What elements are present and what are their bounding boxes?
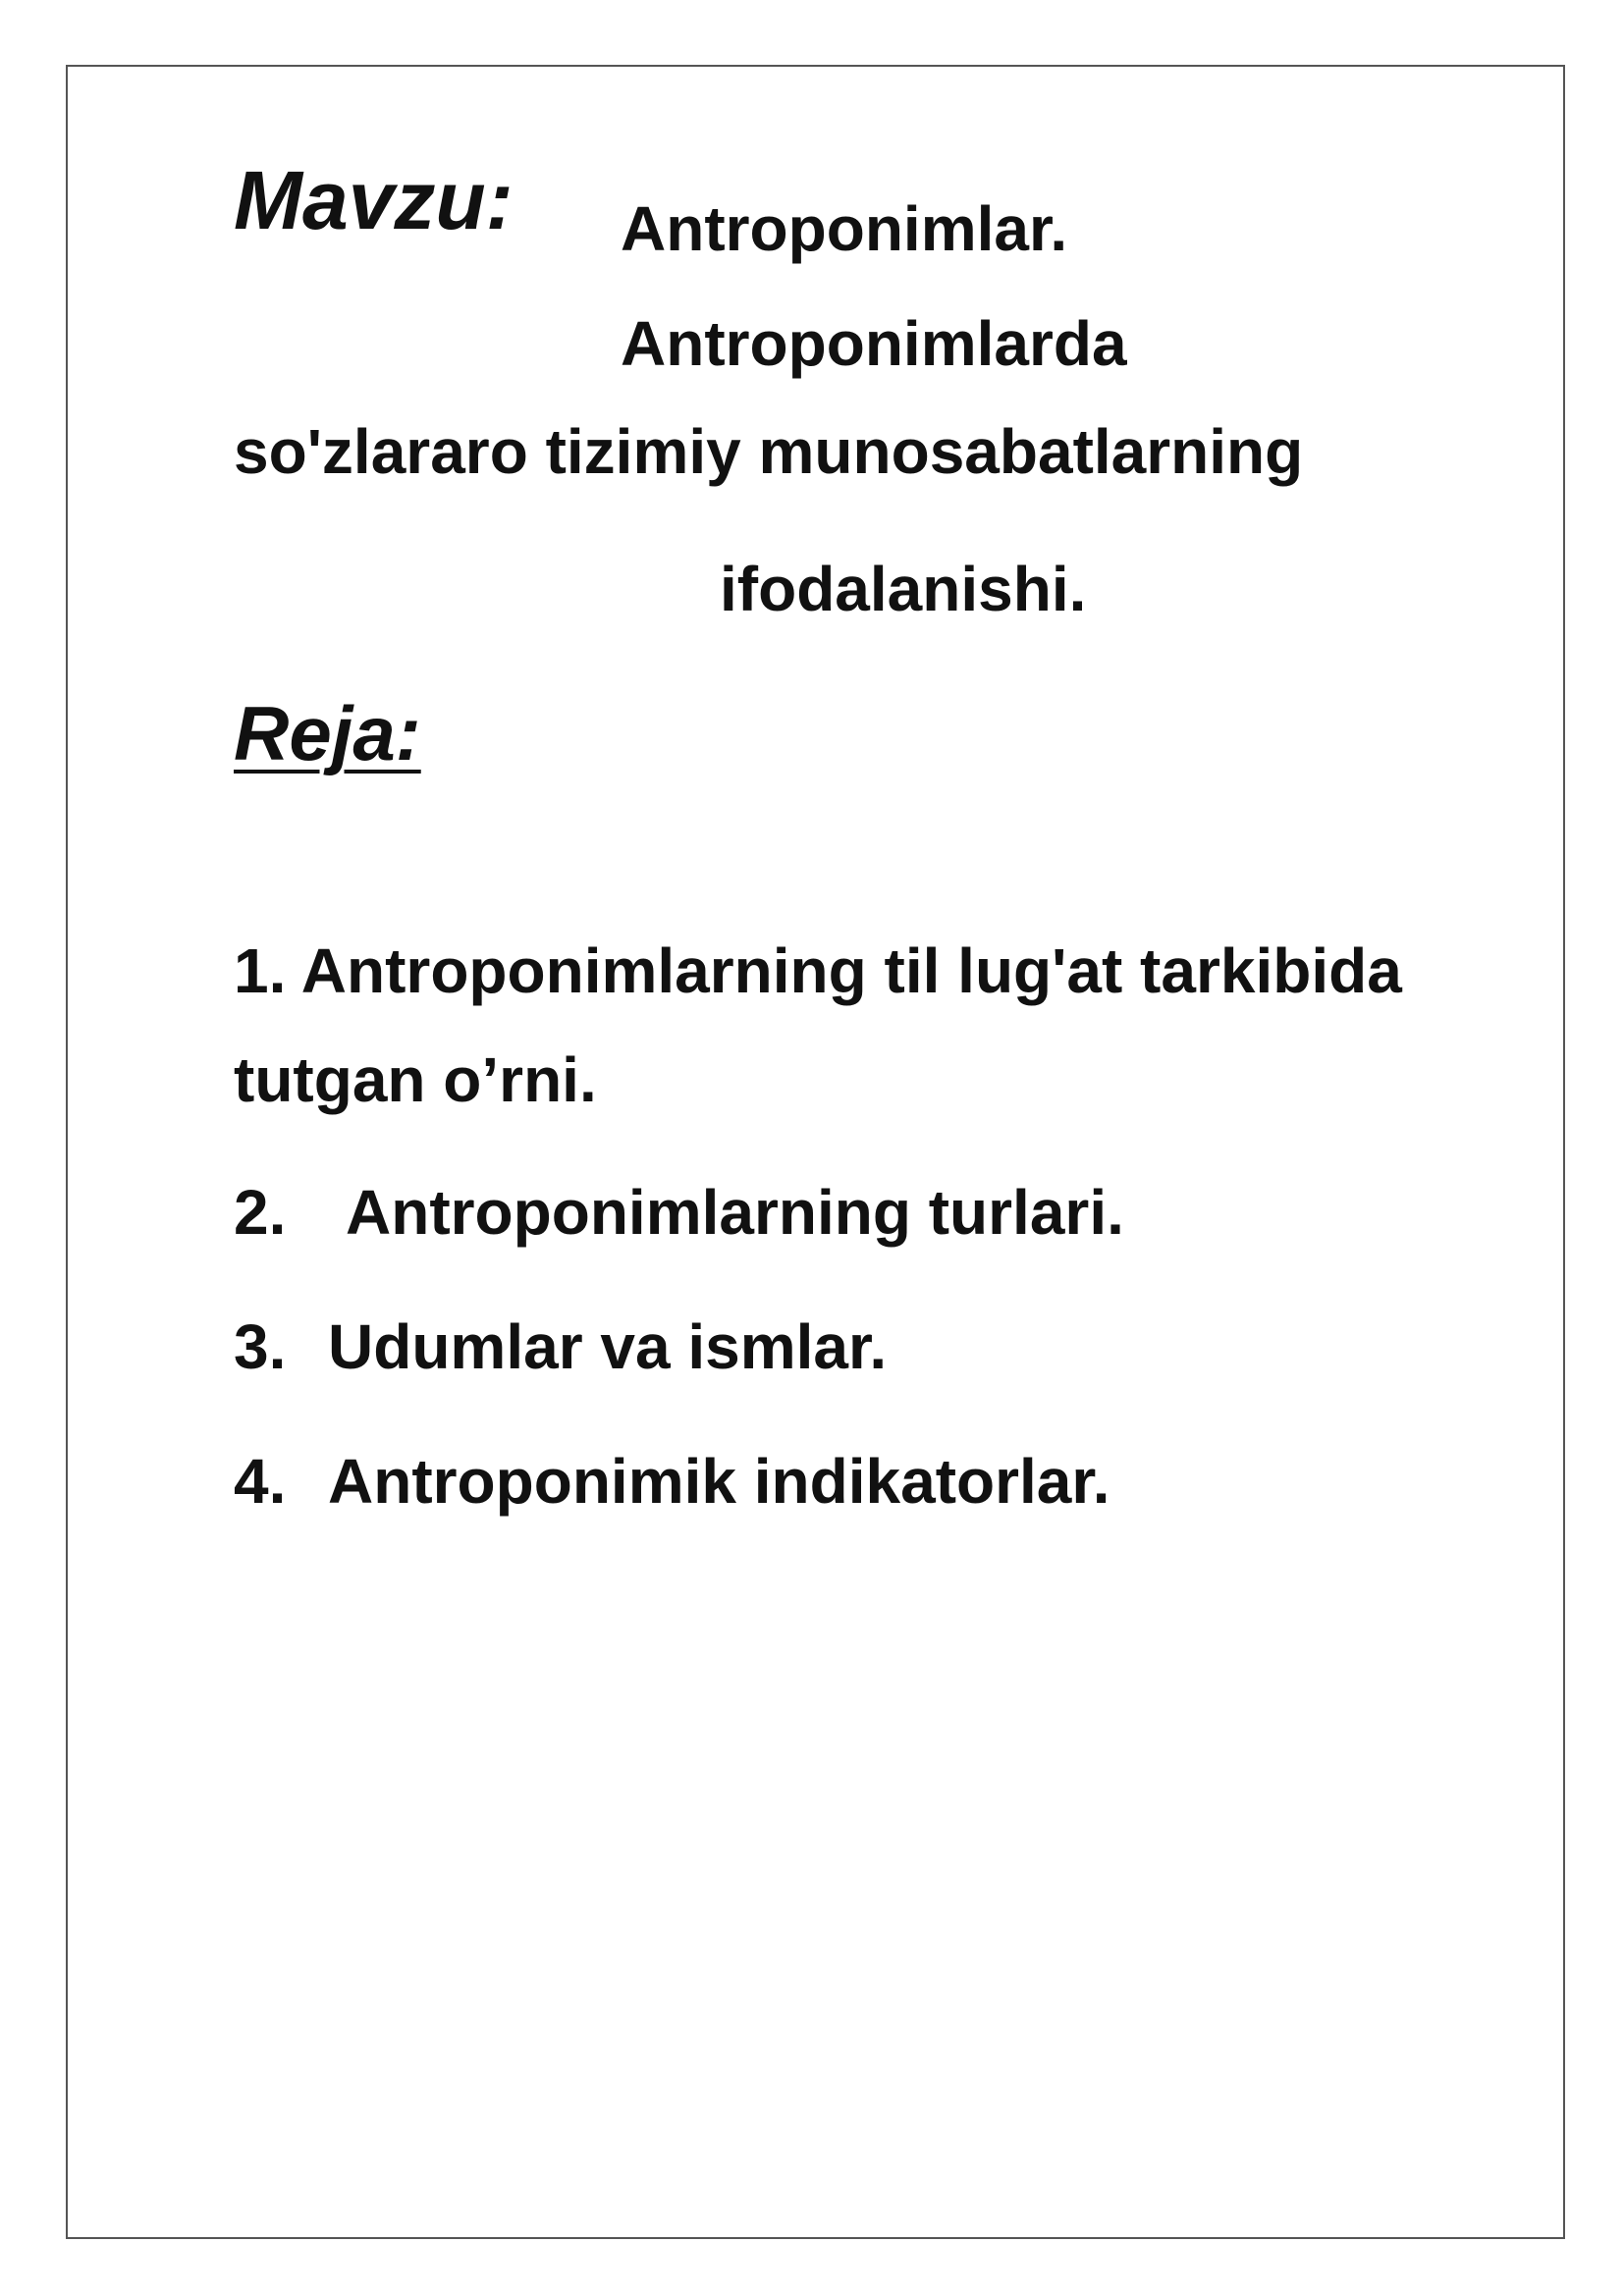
topic-title-line-1: Antroponimlar. bbox=[621, 193, 1068, 264]
plan-item-2 bbox=[234, 1177, 1124, 1248]
plan-item-text: Antroponimlarning turlari. bbox=[346, 1177, 1124, 1248]
plan-item-4 bbox=[234, 1446, 1110, 1517]
plan-item-text: Udumlar va ismlar. bbox=[328, 1311, 888, 1382]
plan-item-number: 4. bbox=[234, 1446, 287, 1517]
topic-title-line-3: so'zlararo tizimiy munosabatlarning bbox=[234, 416, 1304, 487]
page-frame bbox=[66, 65, 1565, 2239]
plan-item-number: 1. bbox=[234, 935, 287, 1006]
plan-item-1-continuation: tutgan o’rni. bbox=[234, 1044, 597, 1115]
plan-label: Reja: bbox=[234, 690, 421, 776]
topic-title-line-4: ifodalanishi. bbox=[720, 554, 1087, 624]
topic-label: Mavzu: bbox=[234, 154, 514, 246]
plan-item-number: 3. bbox=[234, 1311, 287, 1382]
topic-title-line-2: Antroponimlarda bbox=[621, 308, 1127, 379]
plan-item-text: Antroponimik indikatorlar. bbox=[328, 1446, 1110, 1517]
plan-item-1 bbox=[234, 935, 1402, 1006]
plan-item-text: Antroponimlarning til lug'at tarkibida bbox=[300, 935, 1402, 1006]
plan-item-number: 2. bbox=[234, 1177, 287, 1248]
plan-item-3 bbox=[234, 1311, 888, 1382]
